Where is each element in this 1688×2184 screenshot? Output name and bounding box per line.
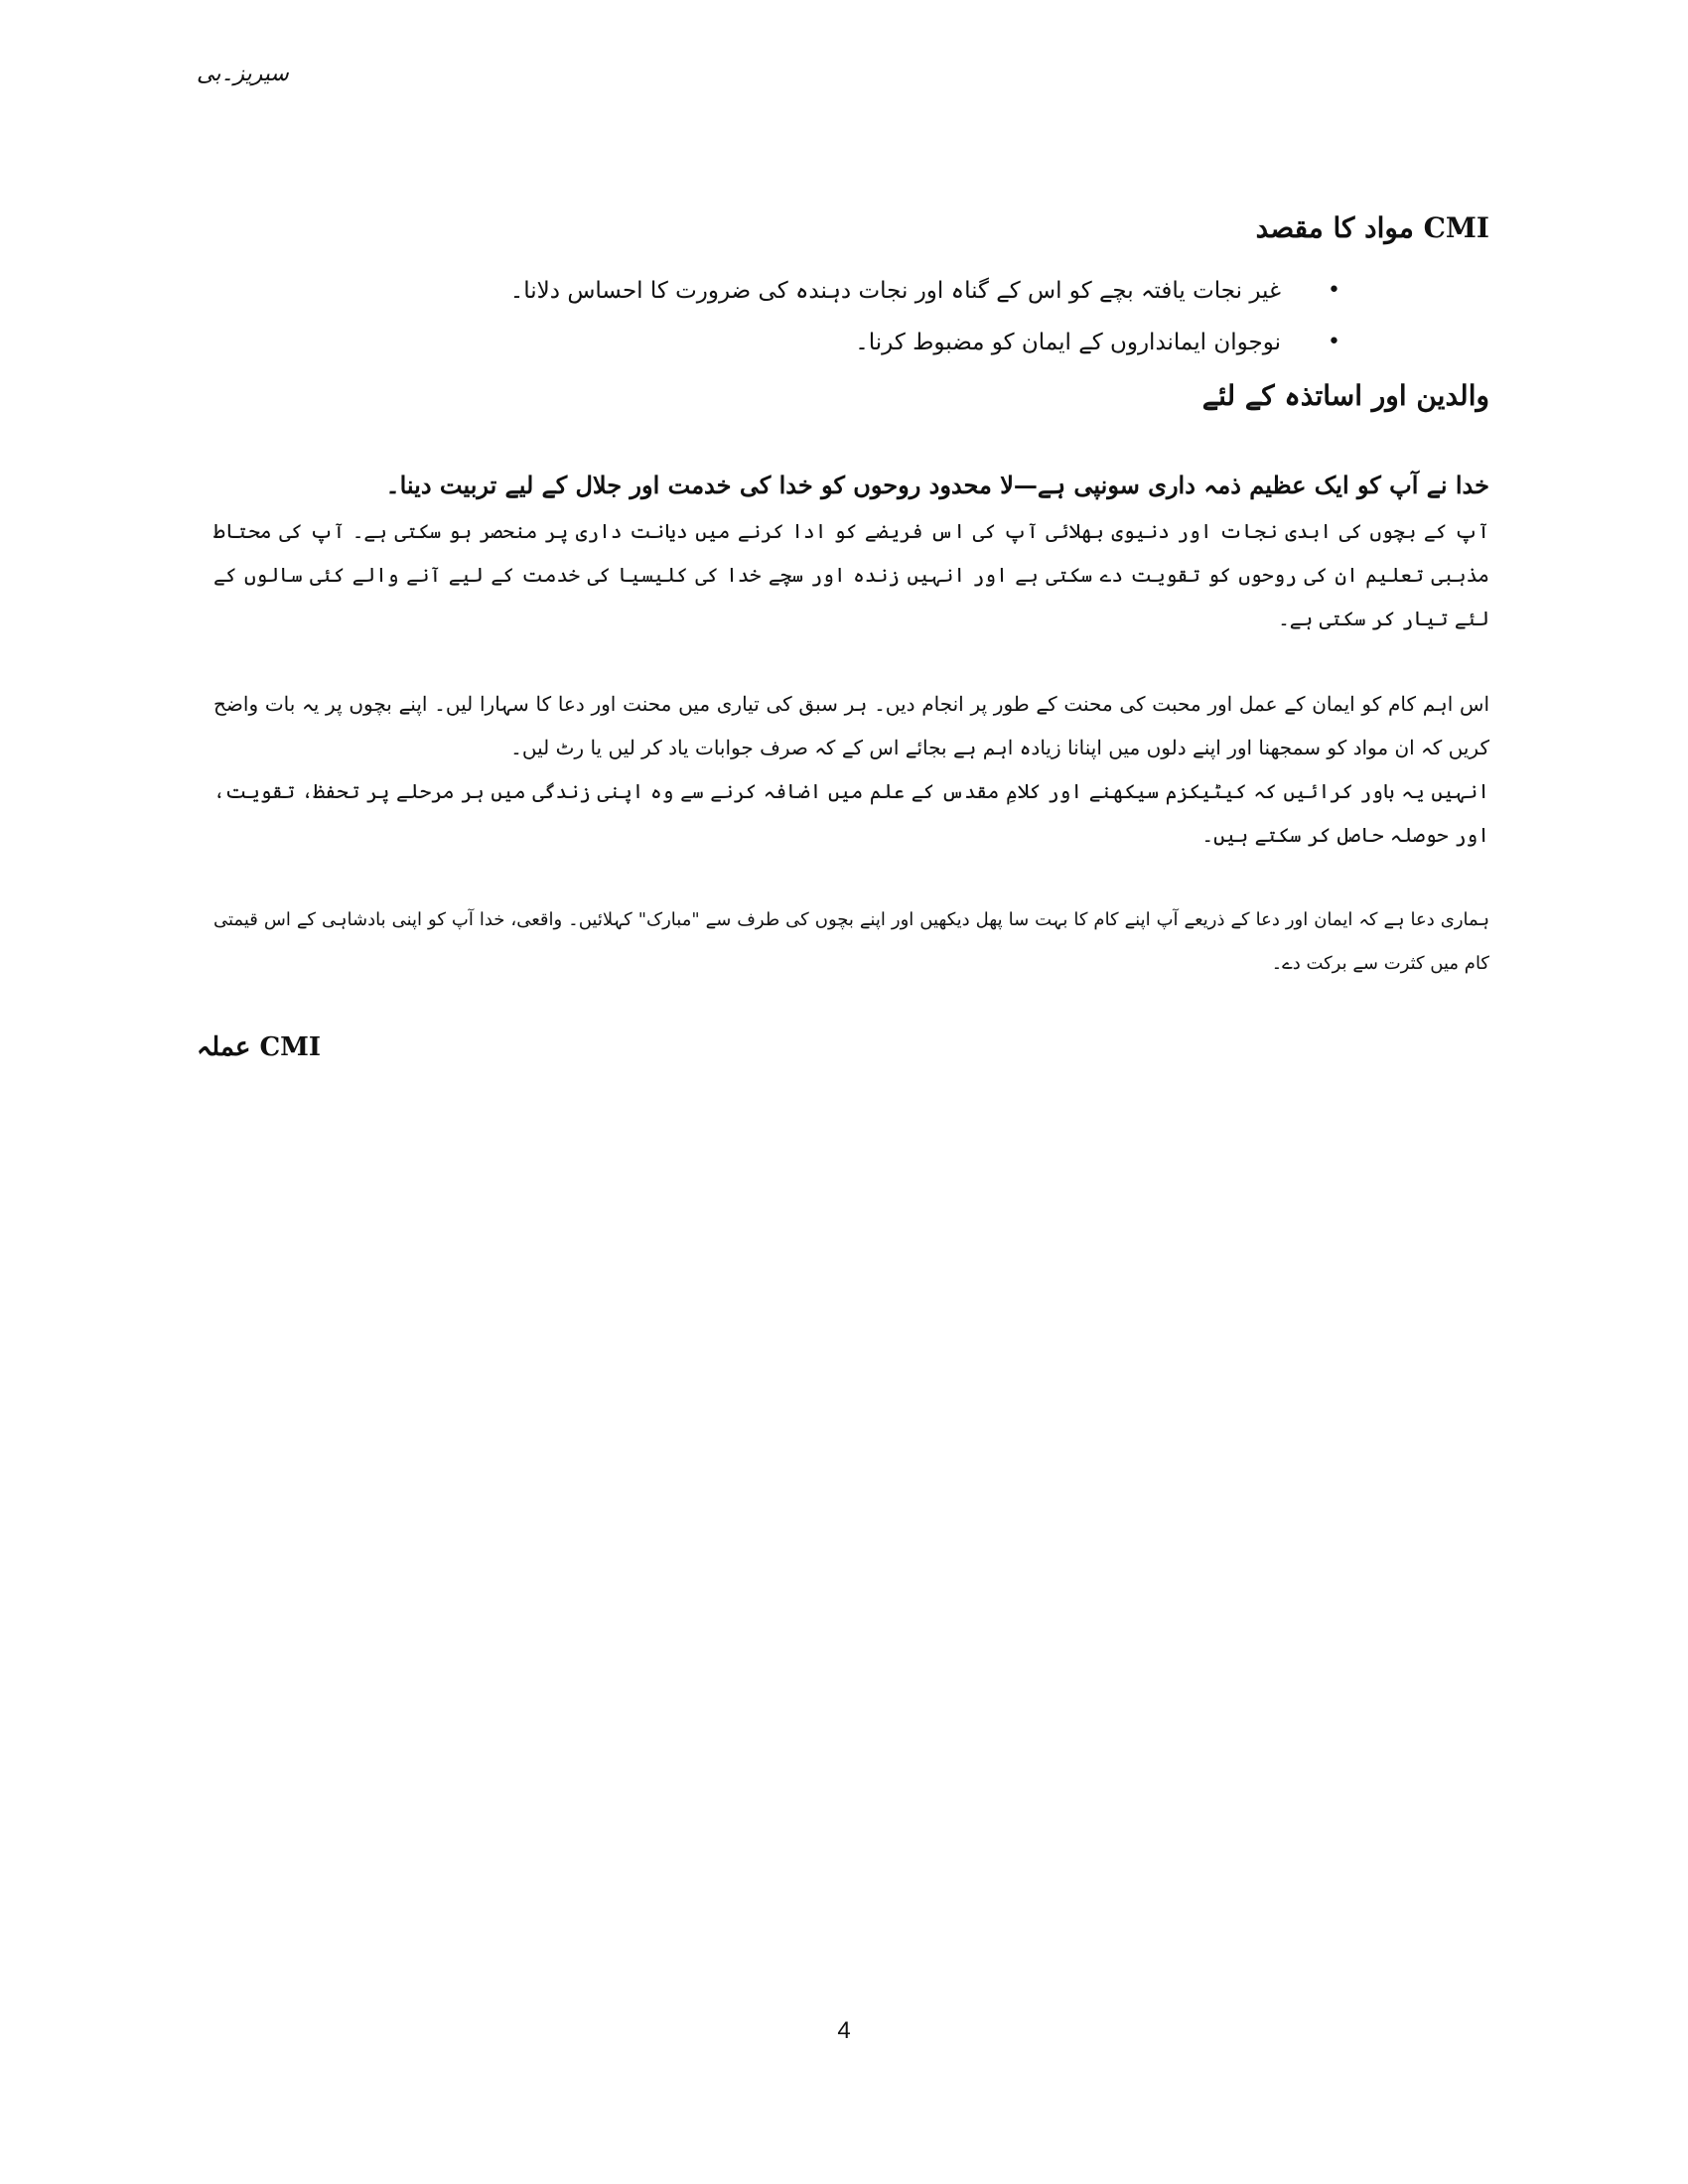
list-item: • نوجوان ایمانداروں کے ایمان کو مضبوط کرنا۔: [213, 317, 1340, 368]
paragraph: اس اہم کام کو ایمان کے عمل اور محبت کی محنت کے طور پر انجام دیں۔ ہر سبق کی تیاری میں محنت اور دعا کا سہارا لیں۔ اپنے بچوں پر یہ بات واضح کریں کہ ان مواد کو سمجھنا اور اپنے دلوں میں اپنانا زیادہ اہم ہے بجائے اس کے کہ صرف جوابات یاد کر لیں یا رٹ لیں۔: [213, 691, 1489, 759]
page-number: 4: [837, 2017, 851, 2044]
paragraph: ہماری دعا ہے کہ ایمان اور دعا کے ذریعے آپ اپنے کام کا بہت سا پھل دیکھیں اور اپنے بچوں کی طرف سے "مبارک" کہلائیں۔ واقعی، خدا آپ کو اپنی بادشاہی کے اس قیمتی کام میں کثرت سے برکت دے۔: [213, 908, 1489, 974]
list-item: • غیر نجات یافتہ بچے کو اس کے گناہ اور نجات دہندہ کی ضرورت کا احساس دلانا۔: [213, 265, 1340, 317]
staff-heading: CMI عملہ: [197, 1032, 322, 1062]
paragraph: انہیں یہ باور کرائیں کہ کیٹیکزم سیکھنے اور کلامِ مقدس کے علم میں اضافہ کرنے سے وہ اپنی زندگی میں ہر مرحلے پر تحفظ، تقویت، اور حوصلہ حاصل کر سکتے ہیں۔: [213, 778, 1489, 847]
purpose-heading: CMI مواد کا مقصد: [1255, 211, 1489, 244]
purpose-list: [213, 265, 1489, 368]
paragraph: آپ کے بچوں کی ابدی نجات اور دنیوی بھلائی آپ کی اس فریضے کو ادا کرنے میں دیانت داری پر منحصر ہو سکتی ہے۔ آپ کی محتاط مذہبی تعلیم ان کی روحوں کو تقویت دے سکتی ہے اور انہیں زندہ اور سچے خدا کی کلیسیا کی خدمت کے لیے آنے والے کئی سالوں کے لئے تیار کر سکتی ہے۔: [213, 518, 1489, 630]
series-label: سیریز۔بی: [197, 62, 289, 86]
lead-statement: خدا نے آپ کو ایک عظیم ذمہ داری سونپی ہے—لا محدود روحوں کو خدا کی خدمت اور جلال کے لیے تربیت دینا۔: [385, 471, 1489, 500]
main-content: [213, 208, 1489, 986]
parents-teachers-heading: والدین اور اساتذہ کے لئے: [1201, 379, 1489, 413]
